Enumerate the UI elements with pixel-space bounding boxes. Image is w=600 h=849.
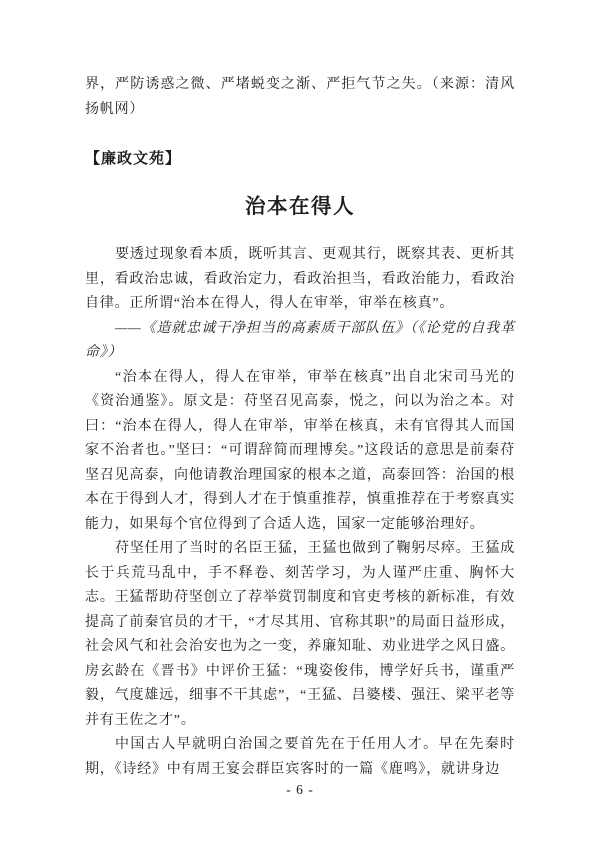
article-paragraph-attribution: ——《造就忠诚干净担当的高素质干部队伍》（《论党的自我革命》） [85,320,515,360]
article-paragraph: 苻坚任用了当时的名臣王猛，王猛也做到了鞠躬尽瘁。王猛成长于兵荒马乱中，手不释卷、刻苦学习，为人谨严庄重、胸怀大志。王猛帮助苻坚创立了荐举赏罚制度和官吏考核的新标准，有效提高了前秦官员的才干，“才尽其用、官称其职”的局面日益形成，社会风气和社会治安也为之一变，养廉知耻、劝业进学之风日盛。房玄龄在《晋书》中评价王猛：“瑰姿俊伟，博学好兵书，谨重严毅，气度雄远，细事不干其虑”，“王猛、吕婆楼、强汪、梁平老等并有王佐之才”。 [85,541,515,728]
article-paragraph: 要透过现象看本质，既听其言、更观其行，既察其表、更析其里，看政治忠诚，看政治定力，看政治担当，看政治能力，看政治自律。正所谓“治本在得人，得人在审举，审举在核真”。 [85,247,515,311]
section-header: 【廉政文苑】 [85,151,182,167]
article-paragraph: 中国古人早就明白治国之要首先在于任用人才。早在先秦时期，《诗经》中有周王宴会群臣宾客时的一篇《鹿鸣》，就讲身边 [85,737,515,777]
page-number: - 6 - [286,782,314,797]
article-title: 治本在得人 [245,196,355,218]
article-body [85,243,515,782]
article-paragraph: “治本在得人，得人在审举，审举在核真”出自北宋司马光的《资治通鉴》。原文是：苻坚召见高泰，悦之，问以为治之本。对曰：“治本在得人，得人在审举，审举在核真，未有官得其人而国家不治者也。”坚曰：“可谓辞简而理博矣。”这段话的意思是前秦苻坚召见高泰，向他请教治理国家的根本之道，高泰回答：治国的根本在于得到人才，得到人才在于慎重推荐，慎重推荐在于考察真实能力，如果每个官位得到了合适人选，国家一定能够治理好。 [85,369,515,532]
continuation-paragraph: 界，严防诱惑之微、严堵蜕变之渐、严拒气节之失。（来源：清风扬帆网） [85,77,515,117]
